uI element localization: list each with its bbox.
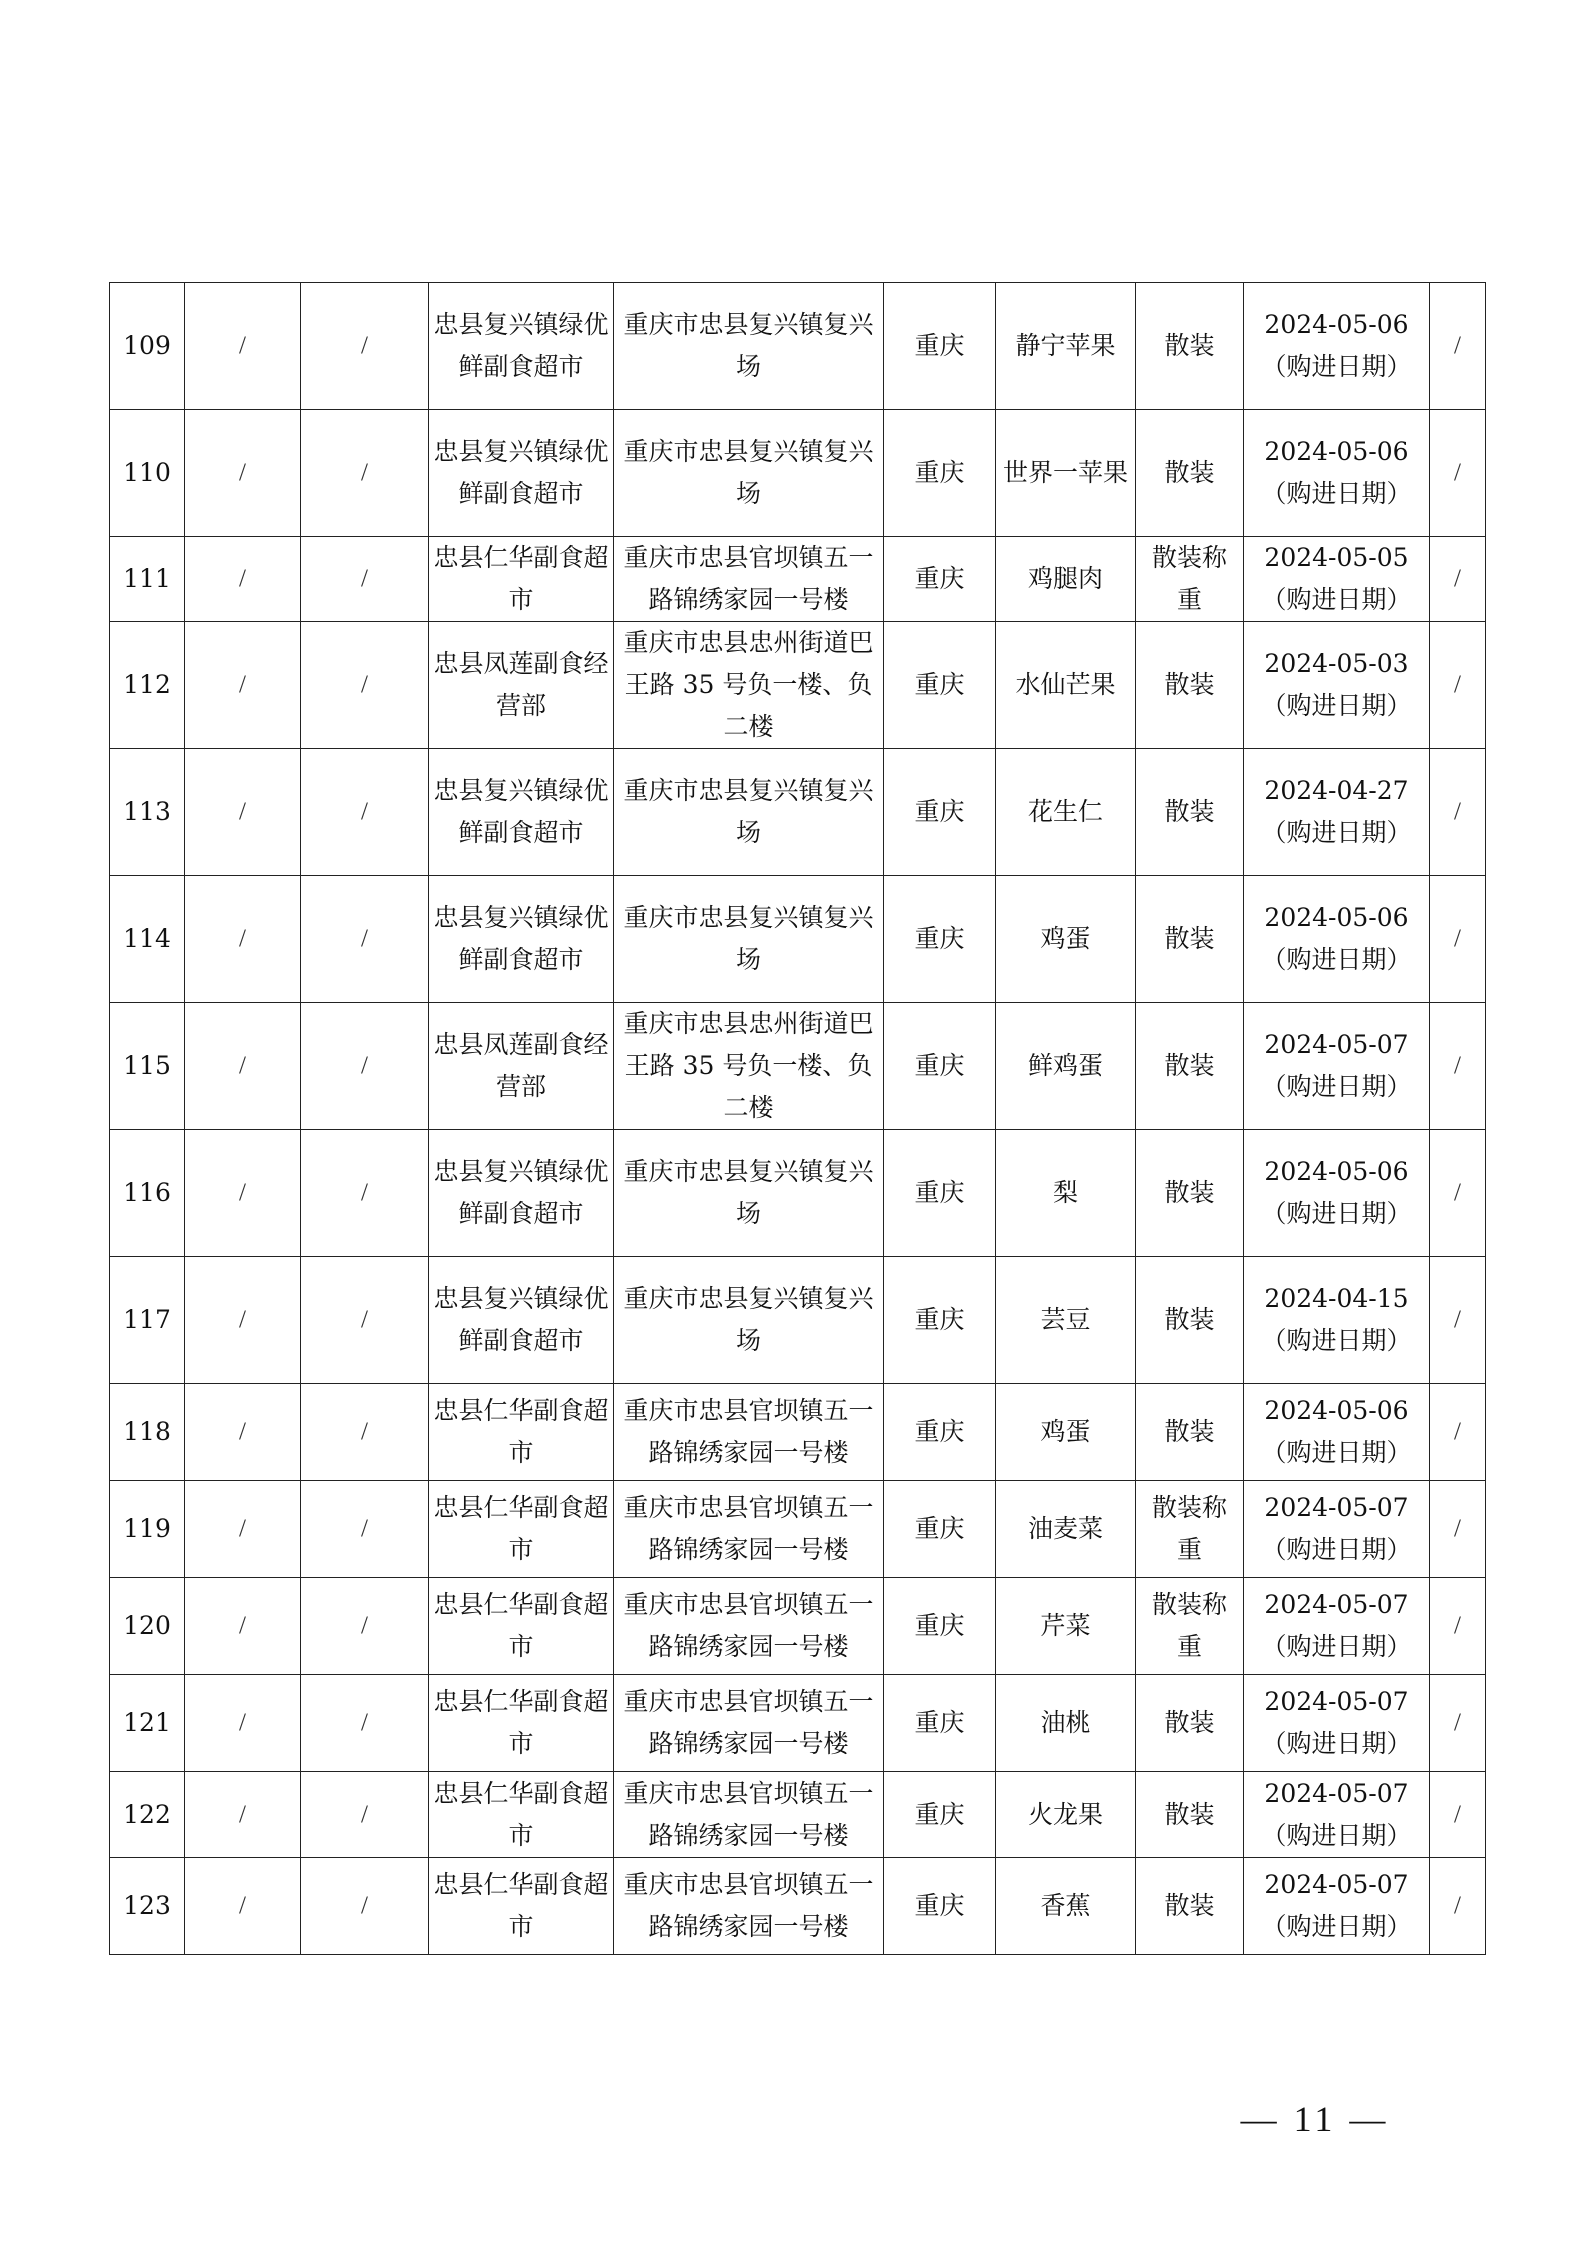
table-row [110,1003,1486,1130]
cell-package: 散装 [1136,283,1244,410]
cell-blank-b: / [301,1578,429,1675]
date-note: （购进日期） [1261,1072,1412,1101]
cell-address: 重庆市忠县复兴镇复兴场 [614,1130,884,1257]
cell-package: 散装 [1136,876,1244,1003]
cell-blank-b: / [301,749,429,876]
cell-number: 121 [110,1675,185,1772]
cell-package: 散装 [1136,1384,1244,1481]
cell-address: 重庆市忠县官坝镇五一路锦绣家园一号楼 [614,1578,884,1675]
cell-package: 散装 [1136,749,1244,876]
cell-date [1244,1858,1430,1955]
cell-origin: 重庆 [884,1130,996,1257]
cell-store-name: 忠县复兴镇绿优鲜副食超市 [429,1130,614,1257]
cell-store-name: 忠县复兴镇绿优鲜副食超市 [429,410,614,537]
cell-blank-a: / [185,1772,301,1858]
cell-blank-b: / [301,410,429,537]
cell-blank-a: / [185,1003,301,1130]
cell-blank-c: / [1430,283,1486,410]
cell-blank-a: / [185,622,301,749]
cell-product: 世界一苹果 [996,410,1136,537]
table-row [110,622,1486,749]
cell-product: 芹菜 [996,1578,1136,1675]
cell-date [1244,1130,1430,1257]
cell-store-name: 忠县复兴镇绿优鲜副食超市 [429,283,614,410]
table-row [110,1772,1486,1858]
cell-package: 散装 [1136,1675,1244,1772]
cell-store-name: 忠县仁华副食超市 [429,537,614,622]
cell-blank-c: / [1430,1578,1486,1675]
cell-address: 重庆市忠县官坝镇五一路锦绣家园一号楼 [614,537,884,622]
inspection-table [109,282,1486,1955]
cell-number: 109 [110,283,185,410]
cell-origin: 重庆 [884,537,996,622]
table-row [110,749,1486,876]
date-note: （购进日期） [1261,1535,1412,1564]
cell-address: 重庆市忠县复兴镇复兴场 [614,876,884,1003]
cell-package: 散装 [1136,1772,1244,1858]
cell-blank-b: / [301,1384,429,1481]
date-note: （购进日期） [1261,352,1412,381]
cell-store-name: 忠县仁华副食超市 [429,1772,614,1858]
cell-store-name: 忠县仁华副食超市 [429,1675,614,1772]
cell-package: 散装 [1136,622,1244,749]
cell-product: 花生仁 [996,749,1136,876]
cell-address: 重庆市忠县忠州街道巴王路 35 号负一楼、负二楼 [614,622,884,749]
cell-blank-a: / [185,283,301,410]
table-row [110,1675,1486,1772]
cell-blank-c: / [1430,1858,1486,1955]
cell-origin: 重庆 [884,749,996,876]
cell-product: 芸豆 [996,1257,1136,1384]
cell-address: 重庆市忠县官坝镇五一路锦绣家园一号楼 [614,1481,884,1578]
cell-blank-b: / [301,1257,429,1384]
cell-blank-b: / [301,1481,429,1578]
date-note: （购进日期） [1261,1632,1412,1661]
cell-blank-c: / [1430,749,1486,876]
cell-product: 香蕉 [996,1858,1136,1955]
date-value: 2024-05-07 [1264,1590,1409,1619]
date-note: （购进日期） [1261,1326,1412,1355]
cell-product: 鸡腿肉 [996,537,1136,622]
cell-store-name: 忠县仁华副食超市 [429,1578,614,1675]
table-row [110,1481,1486,1578]
cell-blank-c: / [1430,1772,1486,1858]
cell-blank-c: / [1430,1003,1486,1130]
cell-number: 119 [110,1481,185,1578]
table-row [110,410,1486,537]
cell-blank-a: / [185,749,301,876]
cell-number: 122 [110,1772,185,1858]
page-number: — 11 — [1240,2099,1390,2139]
cell-date [1244,1675,1430,1772]
date-value: 2024-05-06 [1264,310,1409,339]
date-value: 2024-05-05 [1264,543,1409,572]
cell-date [1244,1772,1430,1858]
date-value: 2024-05-07 [1264,1493,1409,1522]
date-note: （购进日期） [1261,585,1412,614]
cell-product: 火龙果 [996,1772,1136,1858]
table-row [110,537,1486,622]
cell-date [1244,410,1430,537]
cell-product: 鲜鸡蛋 [996,1003,1136,1130]
cell-product: 鸡蛋 [996,1384,1136,1481]
date-value: 2024-04-27 [1264,776,1409,805]
cell-package: 散装 [1136,1858,1244,1955]
date-note: （购进日期） [1261,1199,1412,1228]
cell-address: 重庆市忠县官坝镇五一路锦绣家园一号楼 [614,1858,884,1955]
cell-origin: 重庆 [884,876,996,1003]
cell-blank-c: / [1430,1384,1486,1481]
cell-date [1244,876,1430,1003]
cell-blank-a: / [185,1257,301,1384]
date-value: 2024-05-06 [1264,437,1409,466]
table-row [110,1578,1486,1675]
cell-product: 鸡蛋 [996,876,1136,1003]
cell-package: 散装 [1136,410,1244,537]
cell-blank-a: / [185,410,301,537]
cell-date [1244,1257,1430,1384]
cell-package: 散装称重 [1136,1578,1244,1675]
table-row [110,876,1486,1003]
cell-origin: 重庆 [884,1384,996,1481]
cell-store-name: 忠县凤莲副食经营部 [429,622,614,749]
cell-product: 油麦菜 [996,1481,1136,1578]
cell-address: 重庆市忠县官坝镇五一路锦绣家园一号楼 [614,1772,884,1858]
date-value: 2024-05-06 [1264,1396,1409,1425]
cell-store-name: 忠县复兴镇绿优鲜副食超市 [429,1257,614,1384]
cell-number: 113 [110,749,185,876]
cell-blank-c: / [1430,1481,1486,1578]
cell-origin: 重庆 [884,1578,996,1675]
date-note: （购进日期） [1261,479,1412,508]
cell-blank-b: / [301,876,429,1003]
cell-address: 重庆市忠县官坝镇五一路锦绣家园一号楼 [614,1675,884,1772]
cell-blank-c: / [1430,537,1486,622]
date-note: （购进日期） [1261,691,1412,720]
cell-store-name: 忠县复兴镇绿优鲜副食超市 [429,876,614,1003]
cell-product: 梨 [996,1130,1136,1257]
cell-origin: 重庆 [884,1481,996,1578]
cell-address: 重庆市忠县官坝镇五一路锦绣家园一号楼 [614,1384,884,1481]
date-note: （购进日期） [1261,1729,1412,1758]
cell-blank-b: / [301,622,429,749]
cell-blank-c: / [1430,1130,1486,1257]
cell-package: 散装 [1136,1003,1244,1130]
date-note: （购进日期） [1261,1820,1412,1850]
cell-origin: 重庆 [884,1858,996,1955]
cell-blank-a: / [185,1578,301,1675]
cell-date [1244,1481,1430,1578]
cell-package: 散装 [1136,1257,1244,1384]
date-value: 2024-05-07 [1264,1030,1409,1059]
cell-origin: 重庆 [884,410,996,537]
cell-number: 110 [110,410,185,537]
cell-number: 123 [110,1858,185,1955]
cell-number: 118 [110,1384,185,1481]
date-value: 2024-05-06 [1264,1157,1409,1186]
cell-origin: 重庆 [884,283,996,410]
table-row [110,1130,1486,1257]
cell-blank-a: / [185,1858,301,1955]
cell-blank-a: / [185,1130,301,1257]
cell-store-name: 忠县复兴镇绿优鲜副食超市 [429,749,614,876]
cell-number: 117 [110,1257,185,1384]
date-note: （购进日期） [1261,1438,1412,1467]
cell-store-name: 忠县仁华副食超市 [429,1481,614,1578]
cell-blank-b: / [301,283,429,410]
date-note: （购进日期） [1261,818,1412,847]
cell-blank-b: / [301,1130,429,1257]
cell-blank-c: / [1430,1675,1486,1772]
cell-store-name: 忠县仁华副食超市 [429,1384,614,1481]
cell-blank-c: / [1430,1257,1486,1384]
cell-product: 油桃 [996,1675,1136,1772]
cell-date [1244,1003,1430,1130]
date-value: 2024-05-06 [1264,903,1409,932]
cell-address: 重庆市忠县复兴镇复兴场 [614,283,884,410]
cell-origin: 重庆 [884,1772,996,1858]
cell-store-name: 忠县仁华副食超市 [429,1858,614,1955]
date-note: （购进日期） [1261,1912,1412,1941]
cell-blank-c: / [1430,410,1486,537]
cell-blank-b: / [301,1675,429,1772]
date-value: 2024-05-07 [1264,1778,1409,1808]
cell-blank-a: / [185,1384,301,1481]
cell-date [1244,283,1430,410]
cell-product: 水仙芒果 [996,622,1136,749]
date-value: 2024-05-03 [1264,649,1409,678]
cell-origin: 重庆 [884,622,996,749]
cell-address: 重庆市忠县忠州街道巴王路 35 号负一楼、负二楼 [614,1003,884,1130]
cell-date [1244,622,1430,749]
cell-date [1244,749,1430,876]
cell-number: 111 [110,537,185,622]
table-row [110,1858,1486,1955]
table-row [110,1384,1486,1481]
cell-blank-a: / [185,537,301,622]
cell-blank-a: / [185,876,301,1003]
cell-date [1244,537,1430,622]
cell-blank-b: / [301,1858,429,1955]
cell-blank-a: / [185,1481,301,1578]
table-row [110,1257,1486,1384]
cell-address: 重庆市忠县复兴镇复兴场 [614,1257,884,1384]
cell-address: 重庆市忠县复兴镇复兴场 [614,410,884,537]
cell-package: 散装称重 [1136,537,1244,622]
cell-blank-a: / [185,1675,301,1772]
cell-product: 静宁苹果 [996,283,1136,410]
cell-number: 116 [110,1130,185,1257]
cell-number: 115 [110,1003,185,1130]
table-row [110,283,1486,410]
cell-number: 112 [110,622,185,749]
cell-blank-b: / [301,1772,429,1858]
cell-store-name: 忠县凤莲副食经营部 [429,1003,614,1130]
cell-number: 114 [110,876,185,1003]
date-value: 2024-04-15 [1264,1284,1409,1313]
cell-package: 散装 [1136,1130,1244,1257]
date-value: 2024-05-07 [1264,1870,1409,1899]
cell-date [1244,1384,1430,1481]
cell-package: 散装称重 [1136,1481,1244,1578]
cell-date [1244,1578,1430,1675]
cell-origin: 重庆 [884,1675,996,1772]
date-value: 2024-05-07 [1264,1687,1409,1716]
cell-origin: 重庆 [884,1257,996,1384]
date-note: （购进日期） [1261,945,1412,974]
cell-number: 120 [110,1578,185,1675]
cell-blank-c: / [1430,622,1486,749]
cell-blank-b: / [301,1003,429,1130]
cell-blank-b: / [301,537,429,622]
cell-blank-c: / [1430,876,1486,1003]
cell-origin: 重庆 [884,1003,996,1130]
cell-address: 重庆市忠县复兴镇复兴场 [614,749,884,876]
